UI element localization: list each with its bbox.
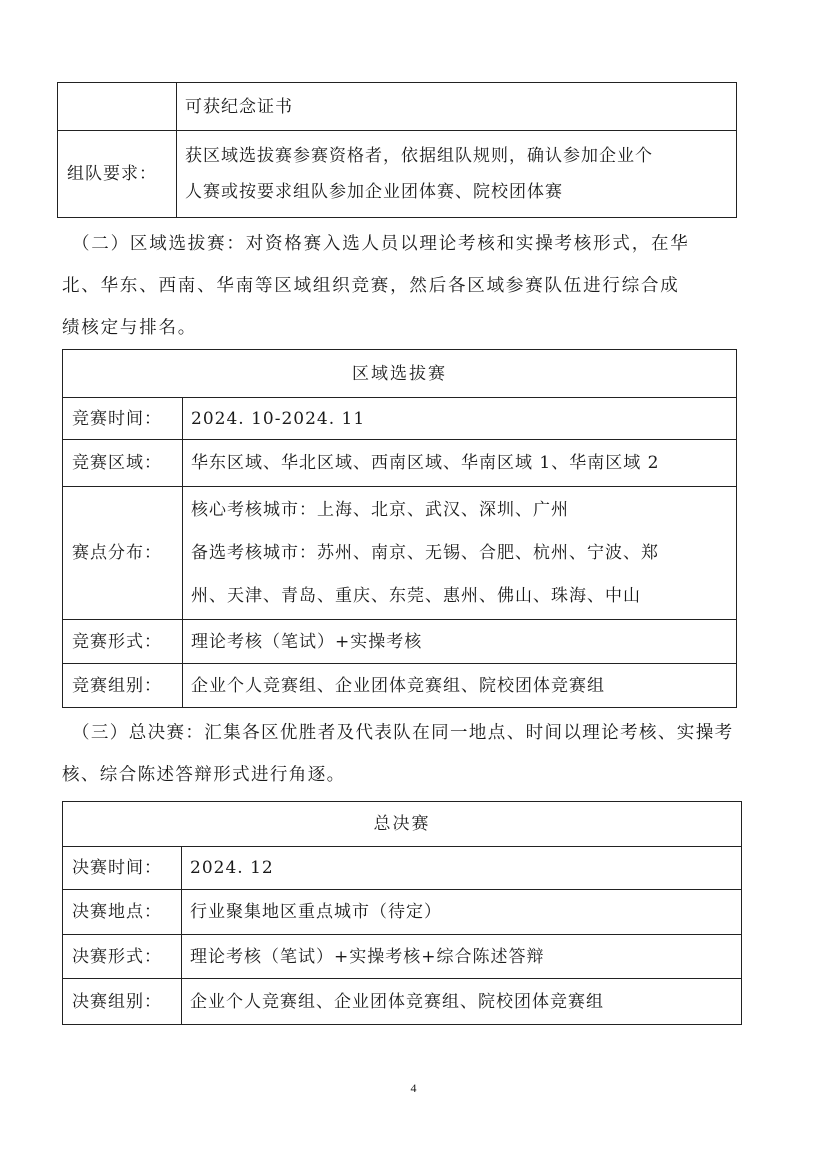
row-value-line: 行业聚集地区重点城市（待定） xyxy=(190,902,442,922)
page-number: 4 xyxy=(410,1081,417,1095)
table-header-row xyxy=(63,350,737,398)
row-label: 竞赛形式： xyxy=(63,620,183,664)
row-value xyxy=(182,979,742,1025)
row-value-line: 州、天津、青岛、重庆、东莞、惠州、佛山、珠海、中山 xyxy=(191,585,641,606)
section-2-paragraph xyxy=(62,223,752,349)
row-value-line: 获区域选拔赛参赛资格者，依据组队规则，确认参加企业个 xyxy=(185,146,653,166)
regional-selection-table xyxy=(62,349,737,708)
row-value xyxy=(183,487,737,620)
paragraph-line: （三）总决赛：汇集各区优胜者及代表队在同一地点、时间以理论考核、实操考 xyxy=(72,723,734,743)
row-value xyxy=(177,83,737,131)
table-row xyxy=(63,890,742,935)
table-header-row xyxy=(63,802,742,847)
row-label: 决赛组别： xyxy=(63,979,182,1025)
paragraph-line: 北、华东、西南、华南等区域组织竞赛，然后各区域参赛队伍进行综合成 xyxy=(62,276,680,296)
row-label: 决赛地点： xyxy=(63,890,182,935)
row-value-line: 2024. 10-2024. 11 xyxy=(191,408,366,429)
row-value-line: 企业个人竞赛组、企业团体竞赛组、院校团体竞赛组 xyxy=(190,991,604,1012)
table-row xyxy=(63,935,742,979)
row-value xyxy=(182,890,742,935)
row-value xyxy=(182,847,742,890)
row-label: 决赛形式： xyxy=(63,935,182,979)
row-label: 决赛时间： xyxy=(63,847,182,890)
row-label: 竞赛区域： xyxy=(63,440,183,487)
paragraph-line: （二）区域选拔赛：对资格赛入选人员以理论考核和实操考核形式，在华 xyxy=(72,234,690,254)
section-3-paragraph xyxy=(62,712,762,796)
row-value-line: 核心考核城市：上海、北京、武汉、深圳、广州 xyxy=(191,499,569,520)
row-label: 竞赛时间： xyxy=(63,398,183,440)
table-row xyxy=(63,487,737,620)
table-row xyxy=(58,131,737,218)
row-value-line: 备选考核城市：苏州、南京、无锡、合肥、杭州、宁波、郑 xyxy=(191,542,659,563)
row-value-line: 理论考核（笔试）+实操考核 xyxy=(191,631,423,652)
row-value-line: 可获纪念证书 xyxy=(185,96,293,117)
row-value xyxy=(183,398,737,440)
table-row xyxy=(63,398,737,440)
table-row xyxy=(63,847,742,890)
row-label: 赛点分布： xyxy=(63,487,183,620)
table-title: 总决赛 xyxy=(63,802,742,847)
row-value xyxy=(183,440,737,487)
row-value xyxy=(183,620,737,664)
row-value xyxy=(182,935,742,979)
row-value xyxy=(183,664,737,708)
table-row xyxy=(63,440,737,487)
team-requirements-table xyxy=(57,82,737,218)
row-label xyxy=(58,83,177,131)
row-value-line: 华东区域、华北区域、西南区域、华南区域 1、华南区域 2 xyxy=(191,453,660,473)
row-value-line: 2024. 12 xyxy=(190,858,274,878)
row-label: 竞赛组别： xyxy=(63,664,183,708)
row-value xyxy=(177,131,737,218)
table-row xyxy=(63,979,742,1025)
paragraph-line: 核、综合陈述答辩形式进行角逐。 xyxy=(62,765,346,785)
table-row xyxy=(58,83,737,131)
paragraph-line: 绩核定与排名。 xyxy=(62,318,198,338)
table-title: 区域选拔赛 xyxy=(63,350,737,398)
row-value-line: 人赛或按要求组队参加企业团体赛、院校团体赛 xyxy=(185,182,563,202)
table-row xyxy=(63,664,737,708)
final-competition-table xyxy=(62,801,742,1025)
row-value-line: 理论考核（笔试）+实操考核+综合陈述答辩 xyxy=(190,946,545,967)
table-row xyxy=(63,620,737,664)
row-label: 组队要求： xyxy=(58,131,177,218)
row-value-line: 企业个人竞赛组、企业团体竞赛组、院校团体竞赛组 xyxy=(191,675,605,696)
